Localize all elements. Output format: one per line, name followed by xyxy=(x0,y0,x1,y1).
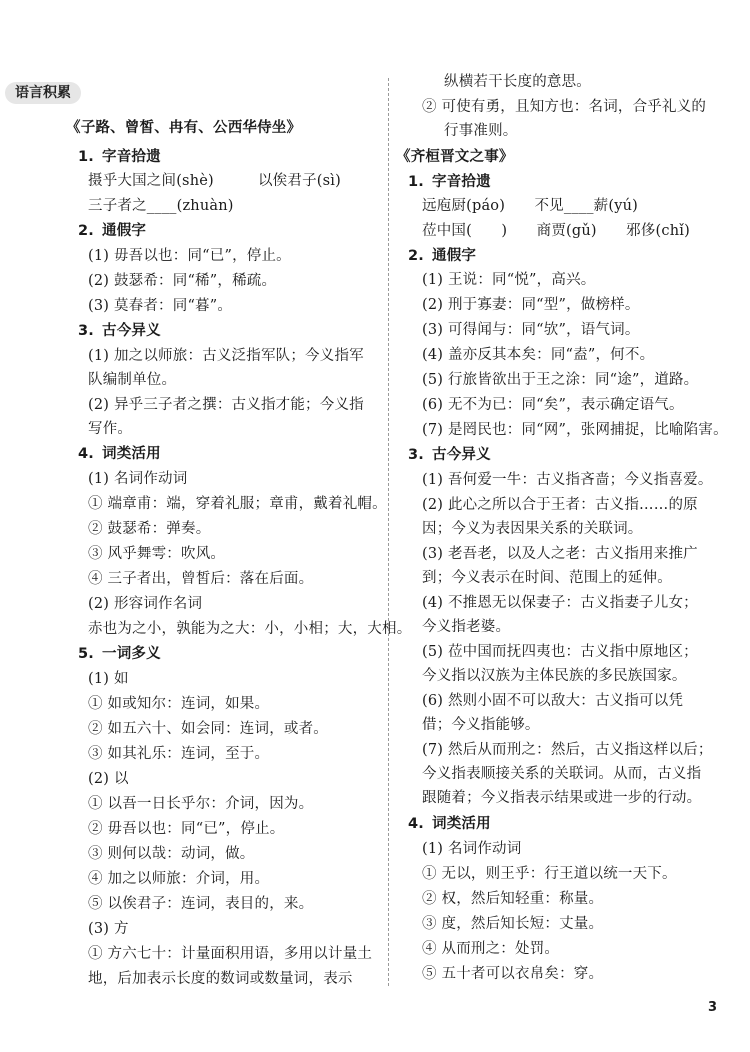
line-text: (3) 老吾老，以及人之老：古义指用来推广 xyxy=(422,546,698,562)
text-line xyxy=(422,544,698,564)
text-line xyxy=(422,617,510,637)
text-line xyxy=(88,744,269,764)
line-text: 纵横若干长度的意思。 xyxy=(444,74,591,90)
text-line xyxy=(422,642,698,662)
line-text: ③ 风乎舞雩：吹风。 xyxy=(88,546,226,562)
line-text: 写作。 xyxy=(88,421,133,437)
line-text: (4) 不推恩无以保妻子：古义指妻子儿女； xyxy=(422,595,698,611)
text-line xyxy=(422,295,640,315)
text-line xyxy=(88,346,364,366)
line-text: ① 方六七十：计量面积用语，多用以计量土 xyxy=(88,946,373,962)
section-title xyxy=(396,147,514,167)
line-text: (2) 此心之所以合于王者：古义指……的原 xyxy=(422,497,698,513)
text-line xyxy=(422,914,603,934)
line-text: ① 端章甫：端，穿着礼服；章甫，戴着礼帽。 xyxy=(88,496,387,512)
line-text: 古今异义 xyxy=(432,446,491,463)
line-text: ① 无以，则王乎：行王道以统一天下。 xyxy=(422,866,677,882)
line-text: 今义指表顺接关系的关联词。从而，古义指 xyxy=(422,766,702,782)
line-text: (2) 形容词作名词 xyxy=(88,596,203,612)
line-text: ② 鼓瑟希：弹奏。 xyxy=(88,521,211,537)
line-text: (2) 异乎三子者之撰：古义指才能；今义指 xyxy=(88,397,364,413)
line-text: ④ 三子者出，曾皙后：落在后面。 xyxy=(88,571,314,587)
line-text: (1) 如 xyxy=(88,671,129,687)
section-tag: 语言积累 xyxy=(5,82,81,104)
section-title xyxy=(66,118,301,138)
line-text: 摄乎大国之间(shè) 以俟君子(sì) xyxy=(88,173,341,189)
text-line xyxy=(88,919,129,939)
item-number: 2. xyxy=(408,248,424,264)
line-text: ④ 加之以师旅：介词，用。 xyxy=(88,871,270,887)
text-line xyxy=(88,519,210,539)
item-heading xyxy=(78,321,161,341)
text-line xyxy=(422,395,684,415)
line-text: ② 如五六十、如会同：连词，或者。 xyxy=(88,721,329,737)
line-text: 跟随着；今义指表示结果或进一步的行动。 xyxy=(422,790,702,806)
line-text: (7) 是罔民也：同“网”，张网捕捉，比喻陷害。 xyxy=(422,422,728,438)
item-heading xyxy=(78,444,161,464)
item-number: 4. xyxy=(78,446,94,462)
text-line xyxy=(422,420,728,440)
text-line xyxy=(422,666,687,686)
line-text: 字音拾遗 xyxy=(432,173,491,190)
line-text: (3) 可得闻与：同“欤”，语气词。 xyxy=(422,322,640,338)
item-number: 5. xyxy=(78,646,94,662)
item-heading xyxy=(78,644,161,664)
text-line xyxy=(88,719,328,739)
line-text: 莅中国( ) 商贾(gǔ) 邪侈(chǐ) xyxy=(422,223,690,239)
line-text: ② 可使有勇，且知方也：名词，合乎礼义的 xyxy=(422,99,707,115)
line-text: (3) 莫春者：同“暮”。 xyxy=(88,298,233,314)
line-text: ③ 度，然后知长短：丈量。 xyxy=(422,916,604,932)
text-line xyxy=(444,121,518,141)
item-heading xyxy=(408,814,491,834)
text-line xyxy=(88,296,232,316)
line-text: (4) 盖亦反其本矣：同“盍”，何不。 xyxy=(422,347,655,363)
text-line xyxy=(422,221,690,241)
text-line xyxy=(88,794,313,814)
line-text: (7) 然后从而刑之：然后，古义指这样以后； xyxy=(422,742,713,758)
text-line xyxy=(88,819,284,839)
item-number: 3. xyxy=(78,323,94,339)
line-text: (5) 行旅皆欲出于王之涂：同“途”，道路。 xyxy=(422,372,699,388)
line-text: (2) 鼓瑟希：同“稀”，稀疏。 xyxy=(88,273,277,289)
text-line xyxy=(88,844,255,864)
line-text: ④ 从而刑之：处罚。 xyxy=(422,941,560,957)
text-line xyxy=(422,320,640,340)
text-line xyxy=(422,593,698,613)
line-text: (1) 王说：同“悦”，高兴。 xyxy=(422,272,596,288)
text-line xyxy=(88,569,313,589)
text-line xyxy=(422,370,698,390)
line-text: (2) 刑于寡妻：同“型”，做榜样。 xyxy=(422,297,640,313)
text-line xyxy=(422,568,672,588)
line-text: ① 以吾一日长乎尔：介词，因为。 xyxy=(88,796,314,812)
text-line xyxy=(88,769,129,789)
text-line xyxy=(422,470,713,490)
line-text: 借；今义指能够。 xyxy=(422,717,540,733)
line-text: (1) 名词作动词 xyxy=(422,841,522,857)
line-text: (6) 无不为已：同“矣”，表示确定语气。 xyxy=(422,397,684,413)
text-line xyxy=(422,495,698,515)
text-line xyxy=(88,694,269,714)
text-line xyxy=(88,246,291,266)
text-line xyxy=(422,345,654,365)
text-line xyxy=(422,715,540,735)
item-number: 2. xyxy=(78,223,94,239)
text-line xyxy=(88,894,313,914)
page-number: 3 xyxy=(708,1000,718,1015)
text-line xyxy=(422,964,603,984)
line-text: 词类活用 xyxy=(102,445,161,462)
item-number: 1. xyxy=(408,174,424,190)
text-line xyxy=(422,270,595,290)
text-line xyxy=(422,939,559,959)
line-text: 今义指以汉族为主体民族的多民族国家。 xyxy=(422,668,687,684)
line-text: 行事准则。 xyxy=(444,123,518,139)
item-number: 1. xyxy=(78,149,94,165)
item-number: 4. xyxy=(408,816,424,832)
line-text: 《齐桓晋文之事》 xyxy=(396,148,514,165)
text-line xyxy=(88,944,372,964)
text-line xyxy=(422,764,701,784)
text-line xyxy=(88,869,269,889)
text-line xyxy=(88,969,353,989)
text-line xyxy=(88,544,225,564)
text-line xyxy=(422,740,713,760)
item-heading xyxy=(408,246,476,266)
text-line xyxy=(422,519,643,539)
line-text: 因；今义为表因果关系的关联词。 xyxy=(422,521,643,537)
column-divider xyxy=(388,78,389,986)
line-text: 字音拾遗 xyxy=(102,148,161,165)
text-line xyxy=(422,839,521,859)
line-text: 通假字 xyxy=(102,222,147,239)
line-text: 今义指老婆。 xyxy=(422,619,511,635)
text-line xyxy=(88,196,234,216)
text-line xyxy=(422,864,677,884)
text-line xyxy=(88,494,387,514)
line-text: (1) 吾何爱一牛：古义指吝啬；今义指喜爱。 xyxy=(422,472,713,488)
line-text: ② 权，然后知轻重：称量。 xyxy=(422,891,604,907)
line-text: ③ 如其礼乐：连词，至于。 xyxy=(88,746,270,762)
line-text: (1) 加之以师旅：古义泛指军队；今义指军 xyxy=(88,348,364,364)
line-text: 队编制单位。 xyxy=(88,372,177,388)
line-text: 地，后加表示长度的数词或数量词，表示 xyxy=(88,971,353,987)
text-line xyxy=(88,469,187,489)
item-heading xyxy=(408,172,491,192)
line-text: (3) 方 xyxy=(88,921,129,937)
text-line xyxy=(422,691,683,711)
line-text: 远庖厨(páo) 不见____薪(yú) xyxy=(422,198,639,214)
item-heading xyxy=(78,221,146,241)
line-text: (6) 然则小固不可以敌大：古义指可以凭 xyxy=(422,693,684,709)
text-line xyxy=(88,669,129,689)
text-line xyxy=(88,419,132,439)
line-text: (1) 名词作动词 xyxy=(88,471,188,487)
line-text: ⑤ 以俟君子：连词，表目的，来。 xyxy=(88,896,314,912)
line-text: (1) 毋吾以也：同“已”，停止。 xyxy=(88,248,291,264)
line-text: ② 毋吾以也：同“已”，停止。 xyxy=(88,821,285,837)
item-heading xyxy=(78,147,161,167)
line-text: 通假字 xyxy=(432,247,477,264)
line-text: 词类活用 xyxy=(432,815,491,832)
item-heading xyxy=(408,445,491,465)
text-line xyxy=(422,97,706,117)
line-text: 《子路、曾皙、冉有、公西华侍坐》 xyxy=(66,119,302,136)
text-line xyxy=(422,196,638,216)
item-number: 3. xyxy=(408,447,424,463)
text-line xyxy=(88,619,411,639)
text-line xyxy=(422,788,701,808)
text-line xyxy=(88,370,176,390)
line-text: 一词多义 xyxy=(102,645,161,662)
text-line xyxy=(88,594,202,614)
line-text: ⑤ 五十者可以衣帛矣：穿。 xyxy=(422,966,604,982)
line-text: 古今异义 xyxy=(102,322,161,339)
text-line xyxy=(88,271,276,291)
text-line xyxy=(422,889,603,909)
line-text: 赤也为之小，孰能为之大：小，小相；大，大相。 xyxy=(88,621,412,637)
text-line xyxy=(444,72,591,92)
line-text: (2) 以 xyxy=(88,771,129,787)
line-text: ③ 则何以哉：动词，做。 xyxy=(88,846,255,862)
text-line xyxy=(88,171,341,191)
line-text: 三子者之____(zhuàn) xyxy=(88,198,234,214)
line-text: ① 如或知尔：连词，如果。 xyxy=(88,696,270,712)
line-text: 到；今义表示在时间、范围上的延伸。 xyxy=(422,570,672,586)
text-line xyxy=(88,395,364,415)
line-text: (5) 莅中国而抚四夷也：古义指中原地区； xyxy=(422,644,698,660)
